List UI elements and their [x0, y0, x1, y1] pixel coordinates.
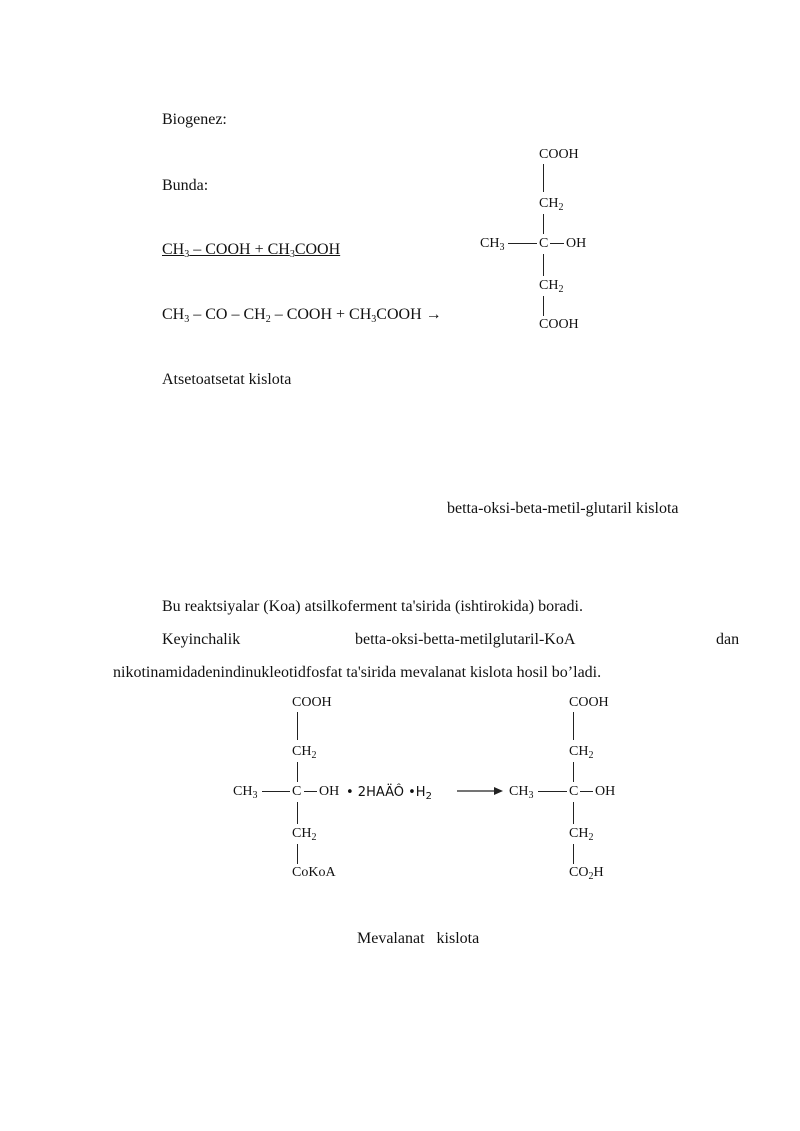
mevalanat-label: Mevalanat kislota: [357, 930, 480, 947]
bond: [538, 791, 567, 792]
ch2-upper: $CH_2$: [569, 744, 594, 761]
cooh-bottom: COOH: [539, 317, 579, 332]
bond: [543, 296, 544, 316]
bond: [297, 712, 298, 740]
keyin-word-2: betta-oksi-betta-metilglutaril-KoA: [355, 631, 576, 648]
bond: [297, 802, 298, 824]
bond: [543, 254, 544, 276]
ch2-lower: $CH_2$: [292, 826, 317, 843]
oh-group: OH: [319, 784, 340, 799]
equation-2: $CH_3$ – CO – $CH_2$ – COOH + $CH_3COOH$ →: [162, 306, 442, 325]
bond: [262, 791, 290, 792]
bond: [573, 844, 574, 864]
bond: [573, 802, 574, 824]
oh-group: OH: [566, 236, 587, 251]
bond: [297, 762, 298, 782]
central-carbon: C: [292, 784, 302, 799]
keyin-word-3: dan: [716, 631, 740, 648]
bond: [573, 762, 574, 782]
oh-group: OH: [595, 784, 616, 799]
ch3-left: $CH_3$: [509, 784, 534, 801]
ch2-upper: $CH_2$: [539, 196, 564, 213]
equation-1: $CH_3$ – COOH + $CH_3COOH$: [162, 241, 341, 260]
bond: [543, 164, 544, 192]
cooh-top: COOH: [539, 147, 579, 162]
ch2-upper: $CH_2$: [292, 744, 317, 761]
co2h-group: $CO_2H$: [569, 865, 604, 882]
reagent-nadph: • 2HAÄÔ $•H_2$: [346, 785, 432, 802]
ch3-left: $CH_3$: [233, 784, 258, 801]
bond: [543, 214, 544, 234]
ch2-lower: $CH_2$: [569, 826, 594, 843]
ch2-lower: $CH_2$: [539, 278, 564, 295]
biogenez-label: Biogenez:: [162, 111, 227, 128]
ch3-left: $CH_3$: [480, 236, 505, 253]
bond: [508, 243, 537, 244]
cokoa-group: CoKoA: [292, 865, 336, 880]
bond: [573, 712, 574, 740]
koa-paragraph-line: Bu reaktsiyalar (Koa) atsilkoferment ta'sirida (ishtirokida) boradi.: [162, 598, 583, 615]
central-carbon: C: [569, 784, 579, 799]
keyin-word-1: Keyinchalik: [162, 631, 241, 648]
atsetoatsetat-label: Atsetoatsetat kislota: [162, 371, 292, 388]
betta-name-label: betta-oksi-beta-metil-glutaril kislota: [447, 500, 679, 517]
nikotin-paragraph-line: nikotinamidadenindinukleotidfosfat ta'sirida mevalanat kislota hosil bo’ladi.: [113, 664, 602, 681]
cooh-top: COOH: [569, 695, 609, 710]
bond: [550, 243, 564, 244]
bond: [304, 791, 317, 792]
cooh-top: COOH: [292, 695, 332, 710]
central-carbon: C: [539, 236, 549, 251]
bond: [580, 791, 593, 792]
bunda-label: Bunda:: [162, 177, 209, 194]
bond: [297, 844, 298, 864]
reaction-arrow: [456, 784, 504, 798]
